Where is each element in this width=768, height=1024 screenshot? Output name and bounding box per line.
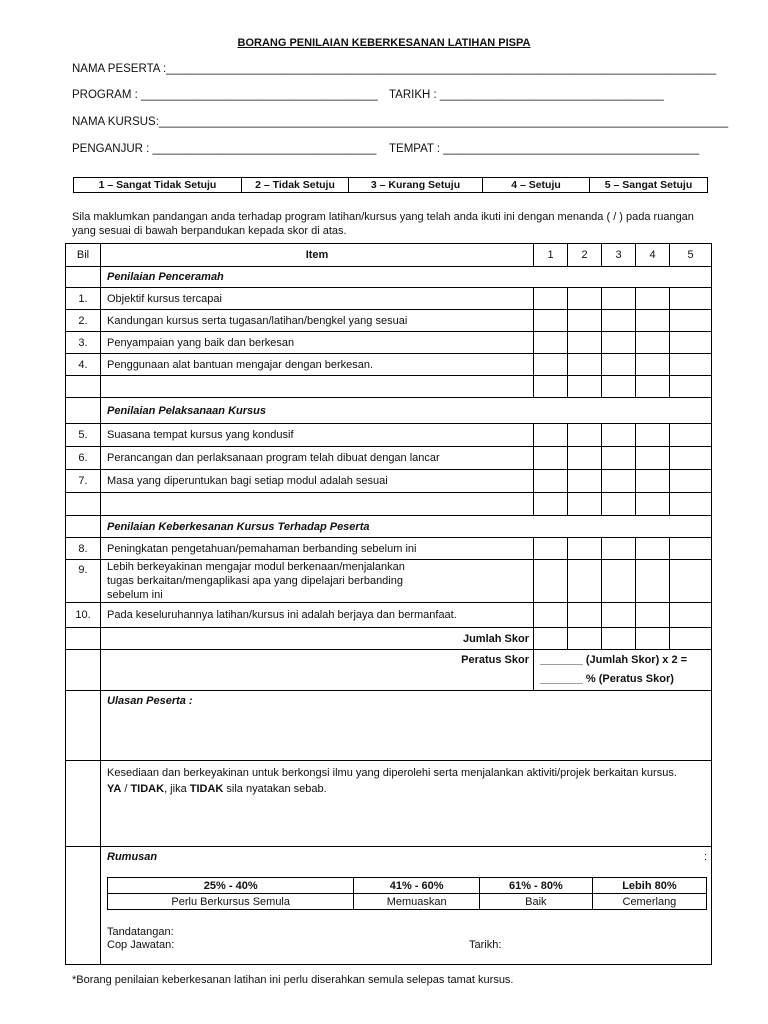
- score-cell[interactable]: [670, 470, 712, 493]
- section-penceramah: Penilaian Penceramah: [101, 267, 712, 288]
- item-no: 3.: [66, 332, 101, 354]
- score-cell[interactable]: [568, 538, 602, 560]
- score-cell[interactable]: [602, 447, 636, 470]
- scale-1: 1 – Sangat Tidak Setuju: [74, 178, 242, 193]
- header-score-1: 1: [534, 244, 568, 267]
- range-2: 41% - 60%: [354, 878, 480, 894]
- item-no: 6.: [66, 447, 101, 470]
- ulasan-peserta-field[interactable]: Ulasan Peserta :: [101, 691, 712, 761]
- page-title: BORANG PENILAIAN KEBERKESANAN LATIHAN PISPA: [237, 37, 531, 49]
- scale-4: 4 – Setuju: [483, 178, 590, 193]
- item-no: 8.: [66, 538, 101, 560]
- score-cell[interactable]: [670, 354, 712, 376]
- score-cell[interactable]: [636, 310, 670, 332]
- jumlah-skor-label: Jumlah Skor: [101, 628, 534, 650]
- score-cell[interactable]: [534, 628, 568, 650]
- score-cell[interactable]: [636, 332, 670, 354]
- score-cell[interactable]: [636, 354, 670, 376]
- score-cell[interactable]: [534, 470, 568, 493]
- range-3: 61% - 80%: [479, 878, 592, 894]
- score-cell[interactable]: [670, 332, 712, 354]
- score-cell[interactable]: [568, 603, 602, 628]
- evaluation-table: [65, 243, 712, 965]
- slash-separator: /: [121, 783, 131, 795]
- item-no: 9.: [66, 560, 101, 603]
- item-text: Penyampaian yang baik dan berkesan: [101, 332, 534, 354]
- section-keberkesanan: Penilaian Keberkesanan Kursus Terhadap Peserta: [101, 516, 712, 538]
- score-cell[interactable]: [602, 288, 636, 310]
- kesediaan-box[interactable]: [101, 761, 712, 847]
- section-pelaksanaan: Penilaian Pelaksanaan Kursus: [101, 398, 712, 424]
- item-text: Lebih berkeyakinan mengajar modul berkenaan/menjalankan tugas berkaitan/mengaplikasi apa yang dipelajari berbanding sebelum ini: [101, 560, 534, 603]
- tempat-field[interactable]: TEMPAT : ________________________________________: [389, 143, 700, 155]
- score-cell[interactable]: [602, 538, 636, 560]
- tandatangan-field[interactable]: Tandatangan:: [107, 926, 174, 938]
- score-cell[interactable]: [602, 310, 636, 332]
- tarikh-sign-field[interactable]: Tarikh:: [469, 939, 502, 951]
- score-cell[interactable]: [602, 628, 636, 650]
- score-cell[interactable]: [602, 470, 636, 493]
- item-no: 4.: [66, 354, 101, 376]
- score-cell[interactable]: [568, 288, 602, 310]
- kesediaan-end: sila nyatakan sebab.: [223, 783, 327, 795]
- score-cell[interactable]: [670, 628, 712, 650]
- score-cell[interactable]: [568, 332, 602, 354]
- tarikh-field[interactable]: TARIKH : ___________________________________: [389, 89, 664, 101]
- header-score-2: 2: [568, 244, 602, 267]
- item-text: Pada keseluruhannya latihan/kursus ini adalah berjaya dan bermanfaat.: [101, 603, 534, 628]
- rumusan-label: Rumusan: [107, 851, 158, 863]
- rumusan-colon: :: [703, 851, 707, 863]
- score-cell[interactable]: [568, 628, 602, 650]
- kesediaan-text: Kesediaan dan berkeyakinan untuk berkongsi ilmu yang diperolehi serta menjalankan aktiviti/projek berkaitan kursus.: [107, 767, 677, 779]
- score-cell[interactable]: [670, 288, 712, 310]
- intro-text: Sila maklumkan pandangan anda terhadap program latihan/kursus yang telah anda ikuti ini dengan menanda ( / ) pada ruangan yang sesuai di bawah berpandukan kepada skor di atas.: [72, 211, 694, 237]
- peratus-skor-label: Peratus Skor: [101, 650, 534, 691]
- rumusan-table: [107, 877, 707, 910]
- item-no: 2.: [66, 310, 101, 332]
- item-text: Perancangan dan perlaksanaan program telah dibuat dengan lancar: [101, 447, 534, 470]
- score-cell[interactable]: [602, 560, 636, 603]
- score-cell[interactable]: [534, 538, 568, 560]
- score-cell[interactable]: [636, 628, 670, 650]
- score-cell[interactable]: [636, 288, 670, 310]
- peratus-calc-line1[interactable]: _______ (Jumlah Skor) x 2 =: [540, 654, 688, 666]
- score-cell[interactable]: [568, 470, 602, 493]
- program-field[interactable]: PROGRAM : _____________________________________: [72, 89, 378, 101]
- score-cell[interactable]: [636, 560, 670, 603]
- score-cell[interactable]: [670, 447, 712, 470]
- cop-jawatan-field[interactable]: Cop Jawatan:: [107, 939, 175, 951]
- score-cell[interactable]: [534, 447, 568, 470]
- score-cell[interactable]: [568, 354, 602, 376]
- header-score-4: 4: [636, 244, 670, 267]
- score-cell[interactable]: [602, 354, 636, 376]
- item-text: Objektif kursus tercapai: [101, 288, 534, 310]
- rating-4: Cemerlang: [592, 894, 706, 910]
- rating-1: Perlu Berkursus Semula: [108, 894, 354, 910]
- score-cell[interactable]: [568, 560, 602, 603]
- score-scale-table: [73, 177, 708, 193]
- scale-2: 2 – Tidak Setuju: [242, 178, 349, 193]
- score-cell[interactable]: [534, 332, 568, 354]
- kesediaan-mid: , jika: [164, 783, 190, 795]
- item-no: 7.: [66, 470, 101, 493]
- nama-kursus-field[interactable]: NAMA KURSUS:_________________________________________________________________________________________: [72, 116, 729, 128]
- score-cell[interactable]: [602, 332, 636, 354]
- item-text: Masa yang diperuntukan bagi setiap modul adalah sesuai: [101, 470, 534, 493]
- scale-3: 3 – Kurang Setuju: [349, 178, 483, 193]
- footnote: *Borang penilaian keberkesanan latihan ini perlu diserahkan semula selepas tamat kursus.: [72, 974, 514, 986]
- score-cell[interactable]: [636, 447, 670, 470]
- item-text: Penggunaan alat bantuan mengajar dengan berkesan.: [101, 354, 534, 376]
- score-cell[interactable]: [670, 310, 712, 332]
- score-cell[interactable]: [534, 424, 568, 447]
- score-cell[interactable]: [636, 538, 670, 560]
- score-cell[interactable]: [636, 470, 670, 493]
- score-cell[interactable]: [670, 424, 712, 447]
- score-cell[interactable]: [568, 447, 602, 470]
- score-cell[interactable]: [670, 560, 712, 603]
- nama-peserta-field[interactable]: NAMA PESERTA :______________________________________________________________________________________: [72, 63, 717, 75]
- item-text: Peningkatan pengetahuan/pemahaman berbanding sebelum ini: [101, 538, 534, 560]
- score-cell[interactable]: [670, 538, 712, 560]
- score-cell[interactable]: [534, 288, 568, 310]
- score-cell[interactable]: [534, 310, 568, 332]
- tidak-option[interactable]: TIDAK: [130, 783, 165, 795]
- range-1: 25% - 40%: [108, 878, 354, 894]
- score-cell[interactable]: [534, 603, 568, 628]
- item-no: 10.: [66, 603, 101, 628]
- ya-option[interactable]: YA: [107, 783, 122, 795]
- tidak-label: TIDAK: [189, 783, 224, 795]
- score-cell[interactable]: [636, 424, 670, 447]
- score-cell[interactable]: [636, 603, 670, 628]
- score-cell[interactable]: [602, 424, 636, 447]
- header-bil: Bil: [66, 244, 101, 267]
- score-cell[interactable]: [670, 603, 712, 628]
- header-item: Item: [101, 244, 534, 267]
- score-cell[interactable]: [602, 603, 636, 628]
- item-no: 1.: [66, 288, 101, 310]
- range-4: Lebih 80%: [592, 878, 706, 894]
- peratus-calc-line2[interactable]: _______ % (Peratus Skor): [540, 673, 674, 685]
- rating-3: Baik: [479, 894, 592, 910]
- header-score-3: 3: [602, 244, 636, 267]
- score-cell[interactable]: [534, 354, 568, 376]
- penganjur-field[interactable]: PENGANJUR : ___________________________________: [72, 143, 377, 155]
- item-text: Suasana tempat kursus yang kondusif: [101, 424, 534, 447]
- item-text: Kandungan kursus serta tugasan/latihan/bengkel yang sesuai: [101, 310, 534, 332]
- item-no: 5.: [66, 424, 101, 447]
- score-cell[interactable]: [568, 424, 602, 447]
- header-score-5: 5: [670, 244, 712, 267]
- rating-2: Memuaskan: [354, 894, 480, 910]
- score-cell[interactable]: [568, 310, 602, 332]
- score-cell[interactable]: [534, 560, 568, 603]
- scale-5: 5 – Sangat Setuju: [590, 178, 708, 193]
